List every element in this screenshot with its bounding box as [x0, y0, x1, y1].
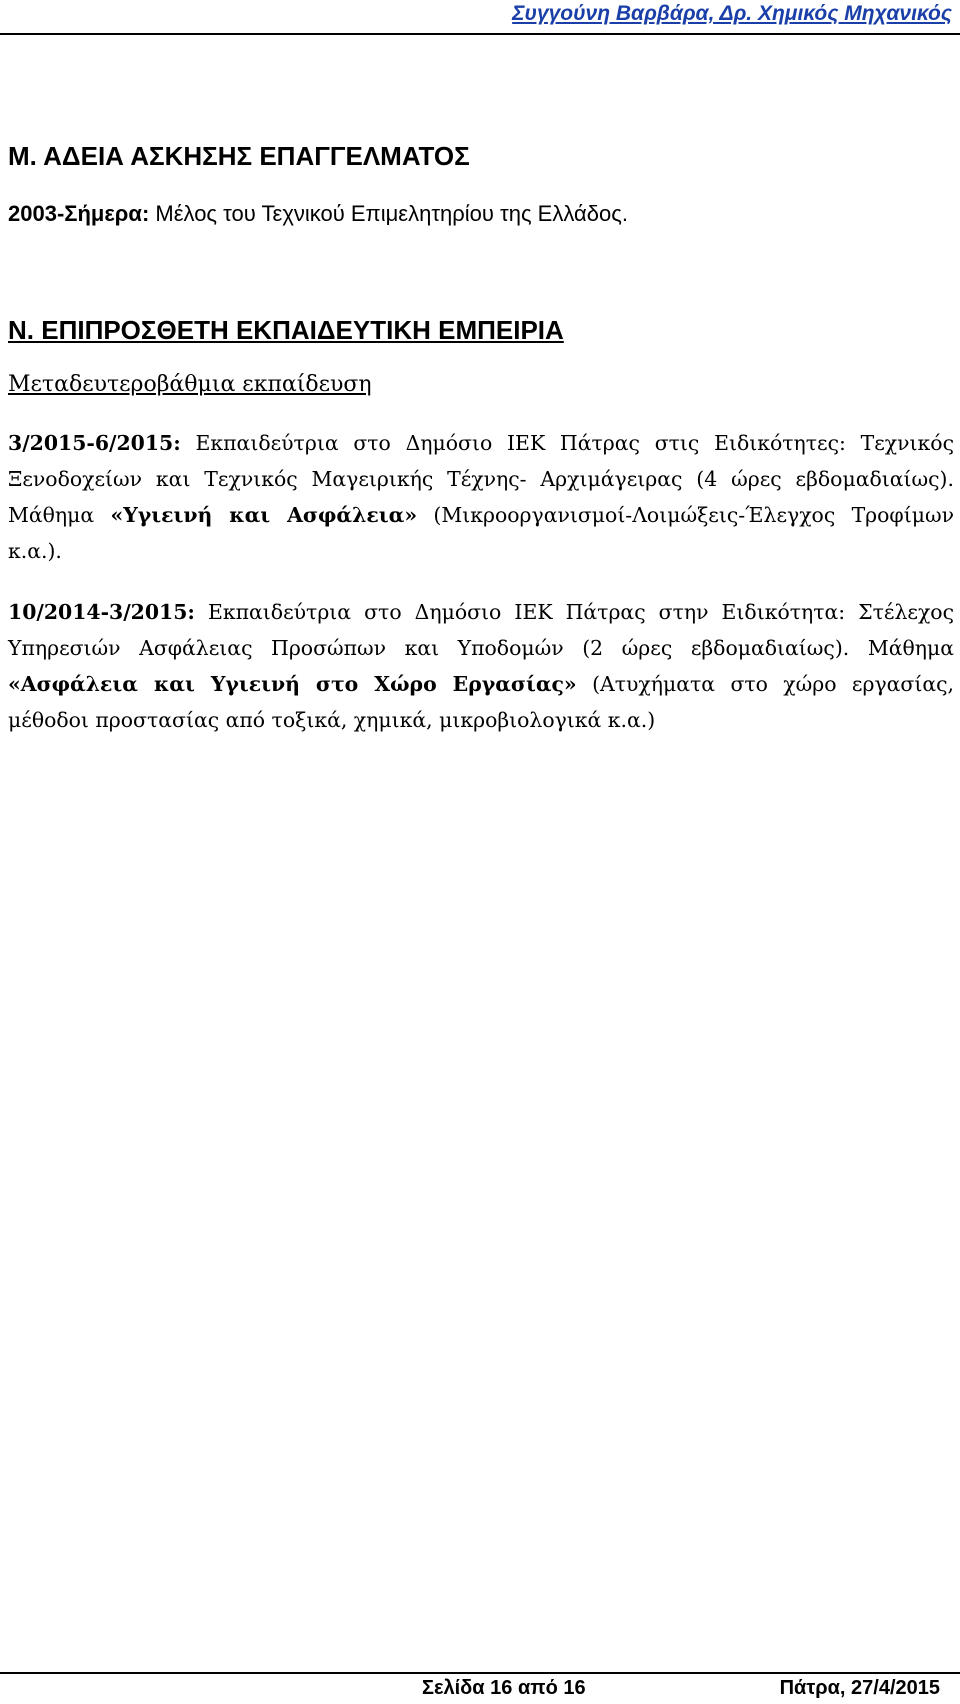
footer-divider [0, 1672, 960, 1674]
entry-1-details: (Μικροοργανισμοί-Λοιμώξεις-Έλεγχος Τροφίμων κ.α.). [8, 503, 954, 563]
membership-text: Μέλος του Τεχνικού Επιμελητηρίου της Ελλάδος. [149, 201, 628, 226]
teaching-entry-2 [8, 594, 954, 738]
header-divider [0, 33, 960, 35]
page-number: Σελίδα 16 από 16 [422, 1677, 586, 1699]
section-m-heading: Μ. ΑΔΕΙΑ ΑΣΚΗΣΗΣ ΕΠΑΓΓΕΛΜΑΤΟΣ [8, 141, 470, 171]
entry-2-details: (Ατυχήματα στο χώρο εργασίας, μέθοδοι προστασίας από τοξικά, χημικά, μικροβιολογικά κ.α.) [8, 672, 955, 732]
section-n-heading: Ν. ΕΠΙΠΡΟΣΘΕΤΗ ΕΚΠΑΙΔΕΥΤΙΚΗ ΕΜΠΕΙΡΙΑ [8, 315, 564, 345]
entry-1-course: «Υγιεινή και Ασφάλεια» [110, 503, 418, 527]
entry-1-period: 3/2015-6/2015: [8, 431, 181, 455]
postsecondary-subheading: Μεταδευτεροβάθμια εκπαίδευση [8, 372, 372, 397]
entry-1-text: Εκπαιδεύτρια στο Δημόσιο ΙΕΚ Πάτρας στις Ειδικότητες: Τεχνικός Ξενοδοχείων και Τεχνικός Μαγειρικής Τέχνης- Αρχιμάγειρας (4 ώρες εβδομαδιαίως). Μάθημα [8, 431, 954, 527]
membership-entry [8, 201, 628, 227]
entry-2-period: 10/2014-3/2015: [8, 600, 195, 624]
membership-period: 2003-Σήμερα: [8, 201, 150, 226]
entry-2-text: Εκπαιδεύτρια στο Δημόσιο ΙΕΚ Πάτρας στην Ειδικότητα: Στέλεχος Υπηρεσιών Ασφάλειας Προσώπων και Υποδομών (2 ώρες εβδομαδιαίως). Μάθημα [8, 600, 954, 660]
teaching-entry-1 [8, 425, 954, 569]
place-date: Πάτρα, 27/4/2015 [779, 1677, 940, 1699]
entry-2-course: «Ασφάλεια και Υγιεινή στο Χώρο Εργασίας» [8, 672, 577, 696]
page-header-author: Συγγούνη Βαρβάρα, Δρ. Χημικός Μηχανικός [512, 2, 952, 25]
